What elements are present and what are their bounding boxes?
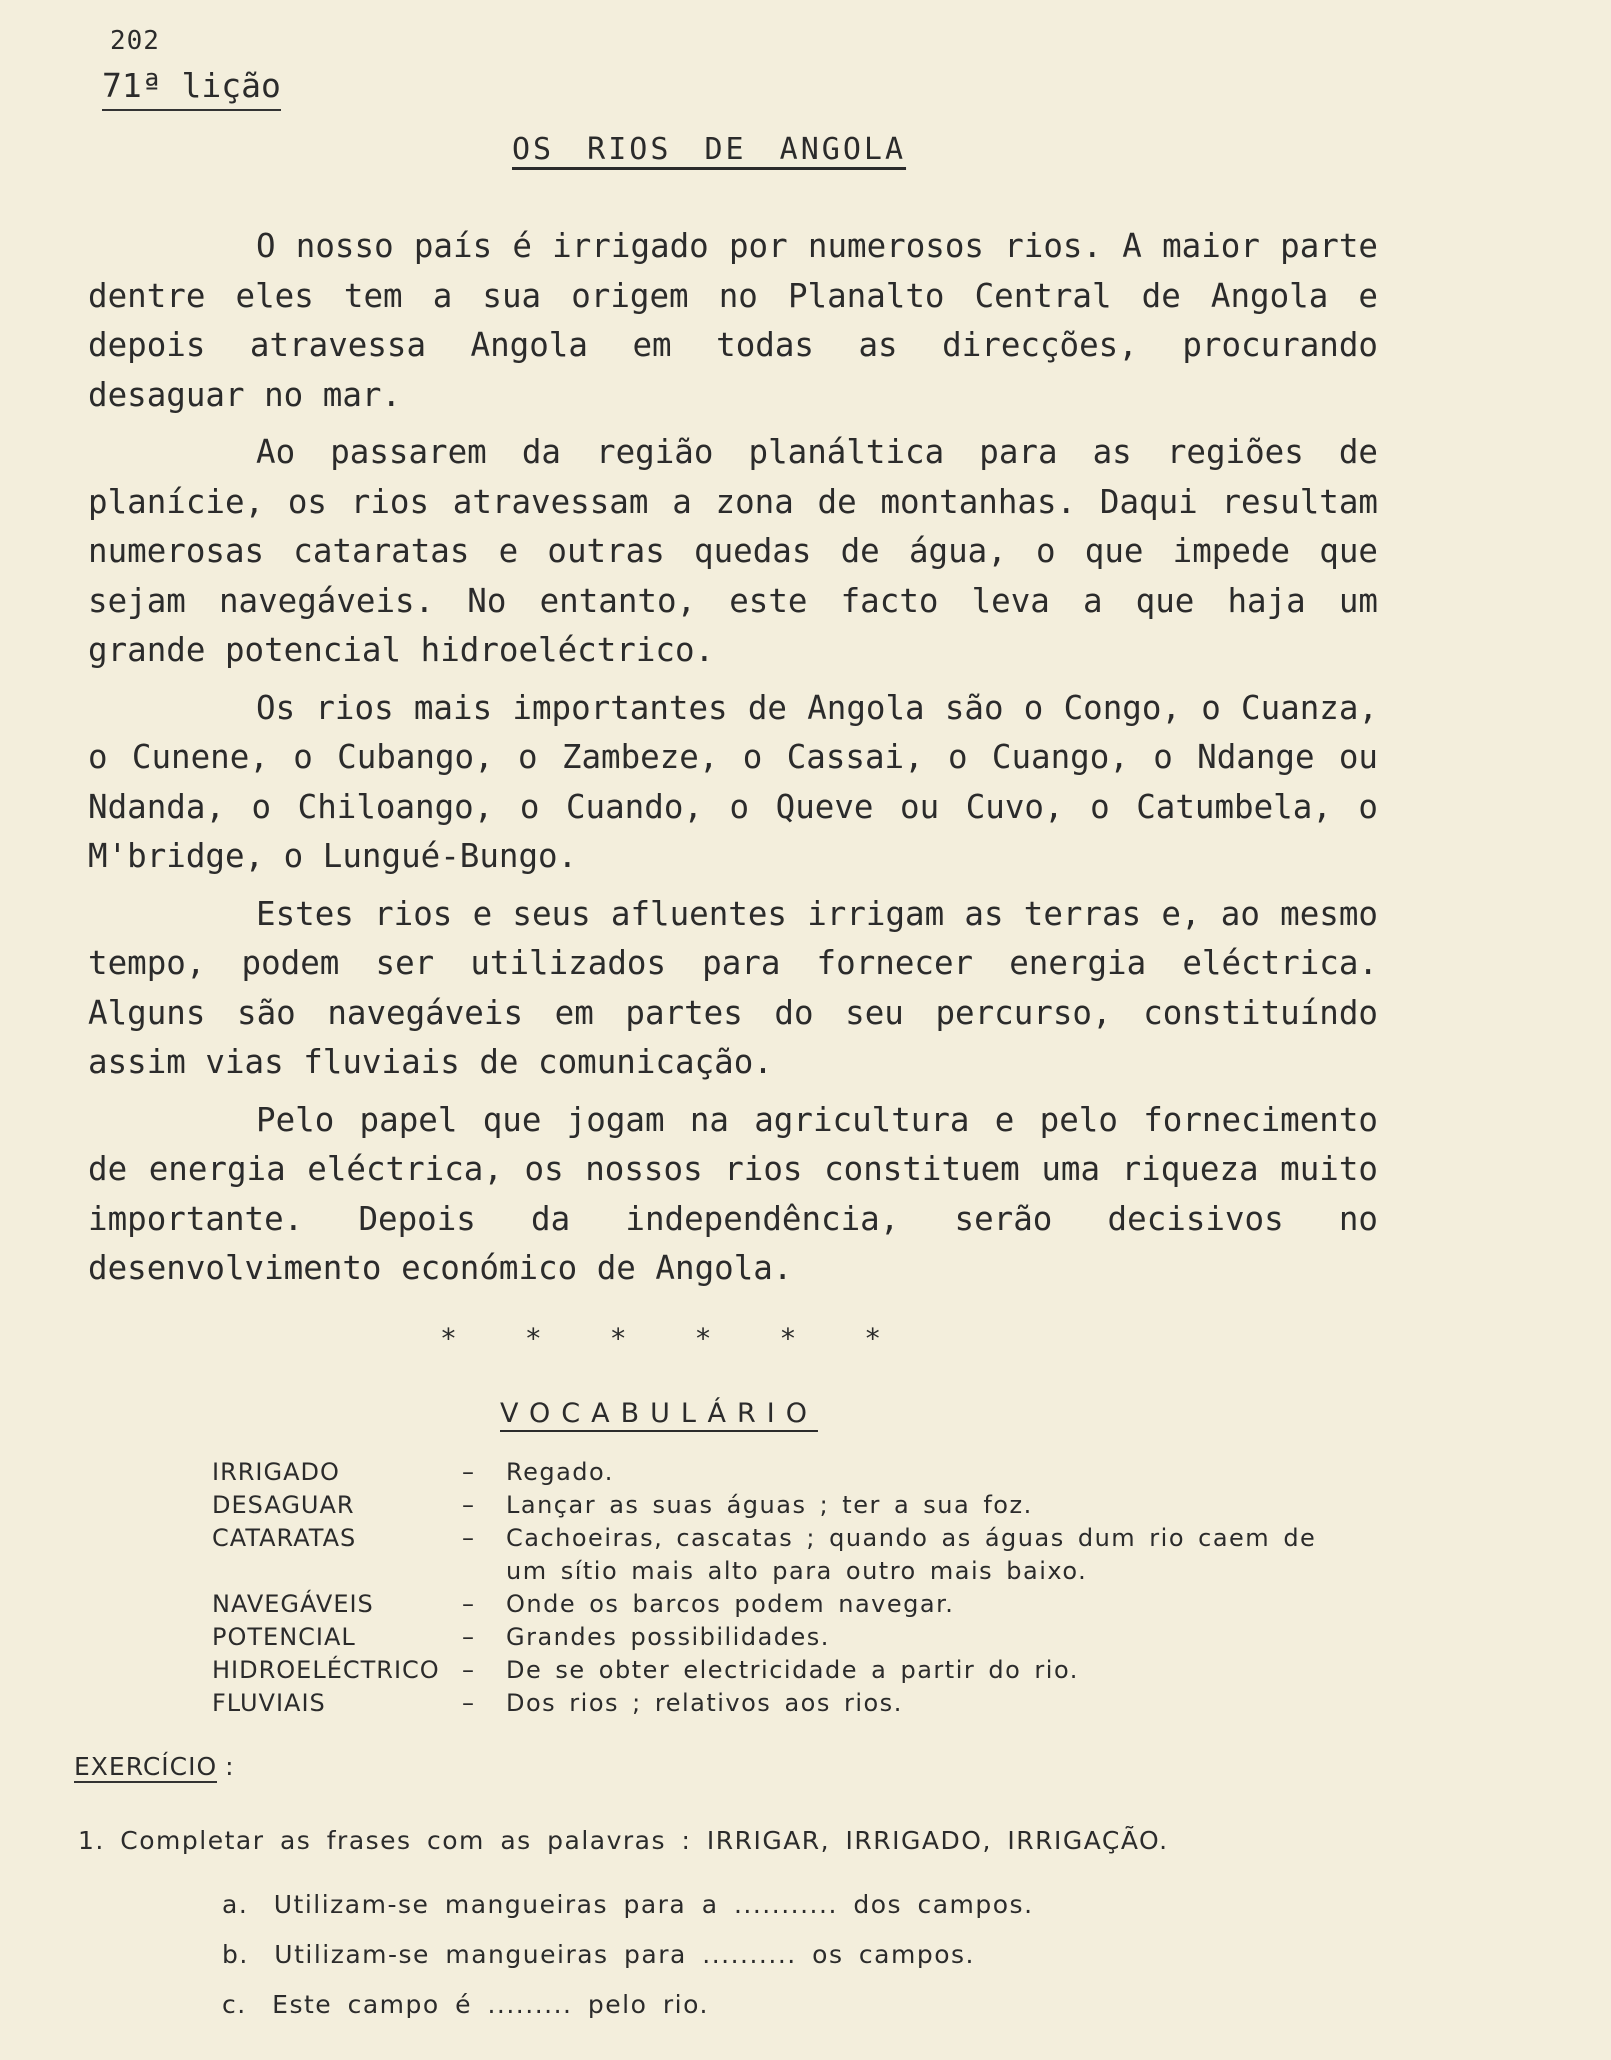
paragraph: Estes rios e seus afluentes irrigam as terras e, ao mesmo tempo, podem ser utilizados para fornecer energia eléctrica. Alguns são navegáveis em partes do seu percurso, constituíndo assim vias fluviais de comunicação.	[88, 894, 1378, 1081]
lesson-number: 71ª lição	[102, 66, 281, 111]
asterisk: *	[694, 1322, 712, 1355]
dash: –	[462, 1623, 474, 1651]
dash: –	[462, 1491, 474, 1519]
item-label: a.	[222, 1890, 249, 1919]
vocabulary-definition: Dos rios ; relativos aos rios.	[506, 1689, 903, 1717]
exercise-heading-text: EXERCÍCIO	[74, 1752, 218, 1781]
page-title: OS RIOS DE ANGOLA	[512, 132, 907, 167]
item-label: c.	[222, 1990, 247, 2019]
exercise-item	[222, 1980, 1034, 2030]
vocabulary-entry	[212, 1687, 1366, 1720]
exercise-heading	[74, 1752, 234, 1781]
vocabulary-definition: Onde os barcos podem navegar.	[506, 1590, 955, 1618]
asterisk: *	[440, 1322, 457, 1355]
paragraph: O nosso país é irrigado por numerosos rios. A maior parte dentre eles tem a sua origem no Planalto Central de Angola e depois atravessa Angola em todas as direcções, procurando desaguar no mar.	[88, 227, 1378, 414]
vocabulary-term: POTENCIAL	[212, 1623, 356, 1651]
item-text: Utilizam-se mangueiras para a ........... dos campos.	[273, 1890, 1034, 1919]
vocabulary-entry	[212, 1588, 1366, 1621]
item-text: Este campo é ......... pelo rio.	[272, 1990, 709, 2019]
vocabulary-term: HIDROELÉCTRICO	[212, 1656, 440, 1684]
asterisk: *	[864, 1322, 882, 1355]
exercise-items	[222, 1880, 1034, 2030]
reading-text	[88, 222, 1378, 1294]
dash: –	[462, 1656, 474, 1684]
paragraph: Pelo papel que jogam na agricultura e pelo fornecimento de energia eléctrica, os nossos rios constituem uma riqueza muito importante. Depois da independência, serão decisivos no desenvolvimento económico de Angola.	[88, 1100, 1378, 1287]
vocabulary-list	[212, 1456, 1366, 1720]
exercise-item	[222, 1880, 1034, 1930]
dash: –	[462, 1590, 474, 1618]
dash: –	[462, 1524, 474, 1552]
vocabulary-term: CATARATAS	[212, 1524, 357, 1552]
vocabulary-term: FLUVIAIS	[212, 1689, 326, 1717]
vocabulary-heading: VOCABULÁRIO	[500, 1398, 818, 1429]
paragraph: Os rios mais importantes de Angola são o Congo, o Cuanza, o Cunene, o Cubango, o Zambeze, o Cassai, o Cuango, o Ndange ou Ndanda, o Chiloango, o Cuando, o Queve ou Cuvo, o Catumbela, o M'bridge, o Lungué-Bungo.	[88, 688, 1378, 875]
page-number: 202	[110, 26, 160, 56]
vocabulary-term: IRRIGADO	[212, 1458, 340, 1486]
dash: –	[462, 1689, 474, 1717]
asterisk: *	[609, 1322, 627, 1355]
vocabulary-definition: Lançar as suas águas ; ter a sua foz.	[506, 1491, 1033, 1519]
vocabulary-definition: Cachoeiras, cascatas ; quando as águas dum rio caem de um sítio mais alto para outro mais baixo.	[506, 1524, 1317, 1585]
vocabulary-definition: De se obter electricidade a partir do rio.	[506, 1656, 1079, 1684]
dash: –	[462, 1458, 474, 1486]
exercise-instruction: 1. Completar as frases com as palavras : IRRIGAR, IRRIGADO, IRRIGAÇÃO.	[78, 1826, 1169, 1855]
vocabulary-definition: Grandes possibilidades.	[506, 1623, 830, 1651]
vocabulary-entry	[212, 1621, 1366, 1654]
vocabulary-entry	[212, 1456, 1366, 1489]
colon: :	[225, 1752, 234, 1781]
item-text: Utilizam-se mangueiras para .......... os campos.	[274, 1940, 975, 1969]
asterisk: *	[524, 1322, 542, 1355]
vocabulary-term: NAVEGÁVEIS	[212, 1590, 374, 1618]
vocabulary-entry	[212, 1522, 1366, 1588]
vocabulary-entry	[212, 1654, 1366, 1687]
section-separator	[440, 1322, 881, 1355]
asterisk: *	[779, 1322, 797, 1355]
paragraph: Ao passarem da região planáltica para as regiões de planície, os rios atravessam a zona de montanhas. Daqui resultam numerosas cataratas e outras quedas de água, o que impede que sejam navegáveis. No entanto, este facto leva a que haja um grande potencial hidroeléctrico.	[88, 433, 1378, 669]
vocabulary-entry	[212, 1489, 1366, 1522]
exercise-item	[222, 1930, 1034, 1980]
vocabulary-term: DESAGUAR	[212, 1491, 355, 1519]
item-label: b.	[222, 1940, 249, 1969]
vocabulary-definition: Regado.	[506, 1458, 614, 1486]
